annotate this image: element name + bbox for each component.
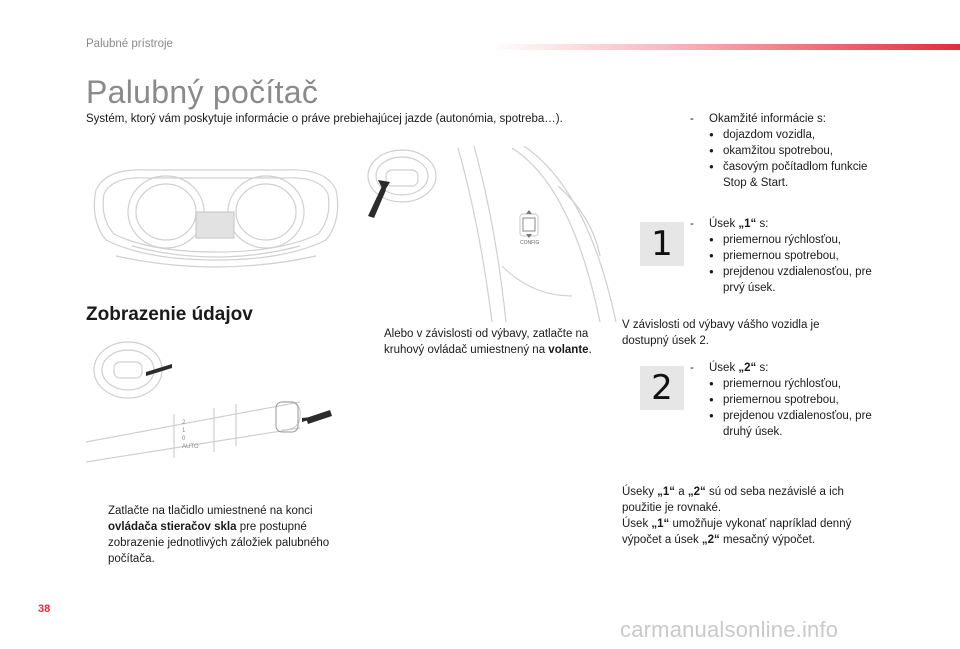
closing-bold: „2“ <box>701 534 720 546</box>
stalk-instruction-end: pre postupné zobrazenie jednotlivých záložiek palubného počítača. <box>108 521 330 565</box>
list-item: ● priemernou rýchlosťou, <box>709 232 890 248</box>
trip1-heading <box>709 216 890 232</box>
steering-instruction-text: Alebo v závislosti od výbavy, zatlačte na kruhový ovládač umiestnený na <box>384 328 589 356</box>
dash-marker: - <box>690 362 694 374</box>
trip1-heading-suffix: s: <box>756 218 769 230</box>
list-item: ● časovým počítadlom funkcie Stop & Start. <box>709 159 890 191</box>
stalk-instruction-bold: ovládača stieračov skla <box>108 521 237 533</box>
page-title: Palubný počítač <box>86 74 319 110</box>
header-accent-rule <box>490 44 960 50</box>
intro-text: Systém, ktorý vám poskytuje informácie o práve prebiehajúcej jazde (autonómia, spotreba…). <box>86 113 563 125</box>
list-item: ● okamžitou spotrebou, <box>709 143 890 159</box>
trip2-heading <box>709 360 890 376</box>
list-item: ● priemernou spotrebou, <box>709 392 890 408</box>
closing-text: a <box>675 486 688 498</box>
dash-marker: - <box>690 218 694 230</box>
closing-text: umožňuje vykonať napríklad denný výpočet a úsek <box>622 518 852 546</box>
instant-info-block <box>690 111 890 191</box>
instrument-panel-illustration <box>86 160 344 276</box>
stalk-label-auto: AUTO <box>182 444 199 450</box>
trip2-heading-suffix: s: <box>756 362 769 374</box>
stalk-label-2: 2 <box>182 420 186 426</box>
section-header: Palubné prístroje <box>86 38 173 50</box>
steering-instruction-end: . <box>588 344 592 356</box>
section-subtitle: Zobrazenie údajov <box>86 304 253 325</box>
steering-instruction <box>362 326 612 358</box>
page-number: 38 <box>38 603 51 615</box>
number-2-glyph: 2 <box>651 368 673 408</box>
watermark: carmanualsonline.info <box>620 617 839 642</box>
wiper-stalk-illustration <box>86 338 344 478</box>
trip1-block <box>690 216 890 296</box>
list-item: ● priemernou spotrebou, <box>709 248 890 264</box>
stalk-instruction-text: Zatlačte na tlačidlo umiestnené na konci <box>108 505 313 517</box>
stalk-label-0: 0 <box>182 436 186 442</box>
dash-marker: - <box>690 113 694 125</box>
list-item: ● prejdenou vzdialenosťou, pre druhý úsek. <box>709 408 873 440</box>
trip2-block <box>690 360 890 440</box>
closing-text: mesačný výpočet. <box>719 534 816 546</box>
closing-text: sú od seba nezávislé a ich použitie je rovnaké. <box>622 486 844 514</box>
stalk-label-1: 1 <box>182 428 186 434</box>
trip2-heading-prefix: Úsek <box>709 362 739 374</box>
steering-wheel-illustration <box>362 146 618 322</box>
closing-bold: „1“ <box>657 486 676 498</box>
availability-note: V závislosti od výbavy vášho vozidla je dostupný úsek 2. <box>622 319 820 347</box>
list-item: ● dojazdom vozidla, <box>709 127 890 143</box>
trip1-heading-prefix: Úsek <box>709 218 739 230</box>
closing-line-2 <box>622 516 880 548</box>
list-item: ● prejdenou vzdialenosťou, pre prvý úsek. <box>709 264 873 296</box>
stalk-instruction <box>86 503 336 567</box>
config-button-label: CONFIG <box>520 240 540 246</box>
closing-text: Úseky <box>622 486 658 498</box>
closing-note <box>622 484 880 548</box>
steering-instruction-bold: volante <box>548 344 589 356</box>
closing-line-1 <box>622 484 880 516</box>
number-1-icon <box>640 222 684 266</box>
trip2-heading-number: „2“ <box>738 362 757 374</box>
instant-info-heading: Okamžité informácie s: <box>709 113 826 125</box>
closing-bold: „1“ <box>651 518 670 530</box>
list-item: ● priemernou rýchlosťou, <box>709 376 890 392</box>
closing-bold: „2“ <box>687 486 706 498</box>
trip2-list <box>709 376 890 440</box>
trip1-heading-number: „1“ <box>738 218 757 230</box>
number-1-glyph: 1 <box>651 224 673 264</box>
number-2-icon <box>640 366 684 410</box>
instant-info-list <box>709 127 890 191</box>
trip1-list <box>709 232 890 296</box>
closing-text: Úsek <box>622 518 652 530</box>
